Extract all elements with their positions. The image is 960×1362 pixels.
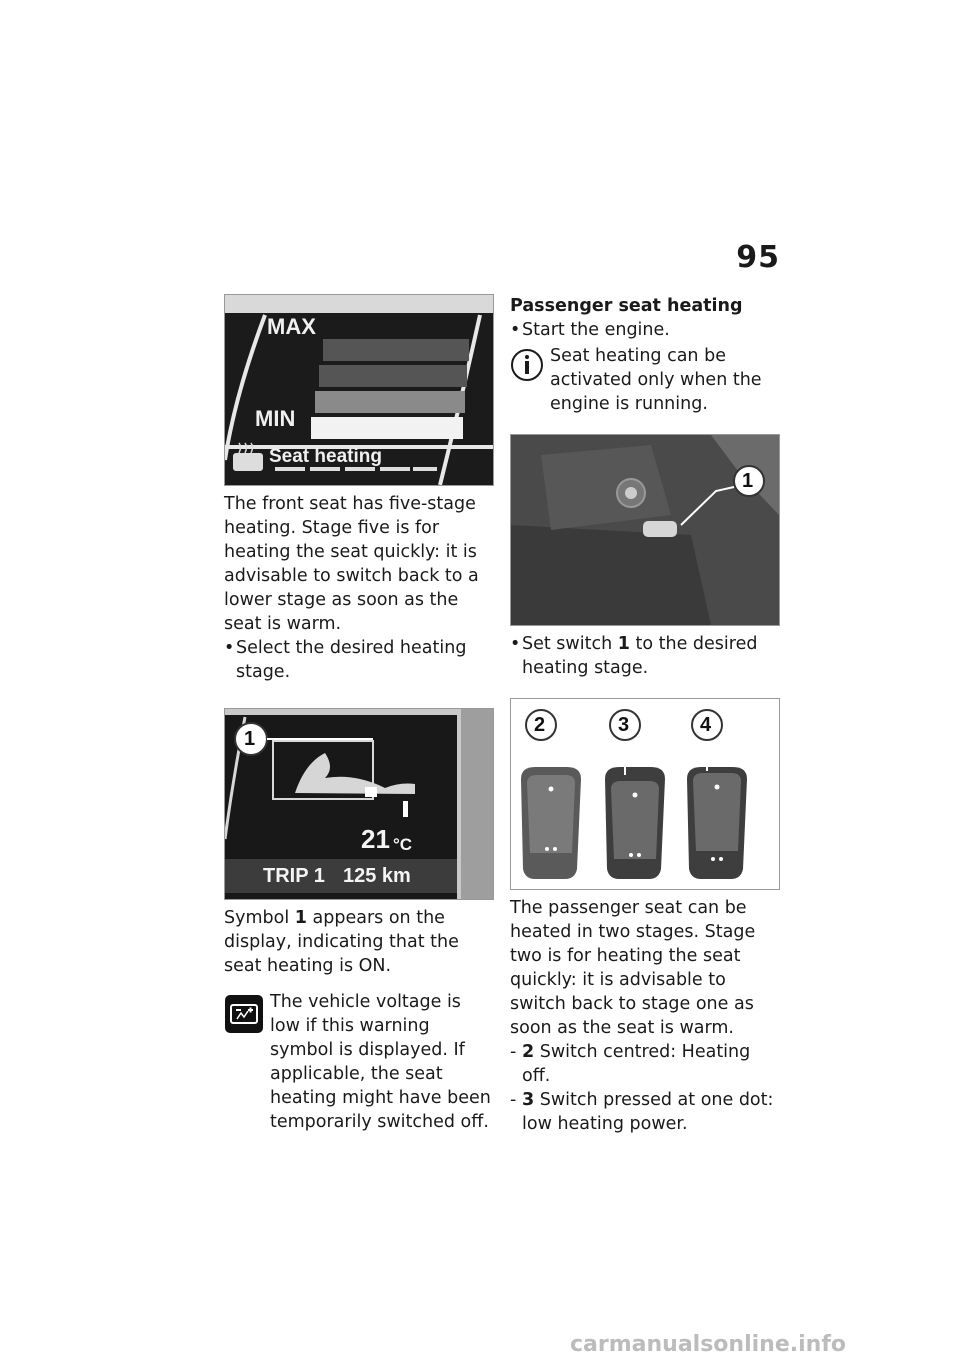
switch-positions-figure xyxy=(510,698,780,890)
right-column xyxy=(510,294,780,1136)
seat-heating-label: Seat heating xyxy=(269,446,382,467)
select-stage-bullet: • Select the desired heating stage. xyxy=(224,638,467,682)
info-note xyxy=(510,344,780,416)
passenger-switch-figure xyxy=(510,434,780,626)
passenger-switch-illustration xyxy=(511,435,779,625)
callout-1: 1 xyxy=(244,728,256,750)
switch-one-dot-item: - 3 Switch pressed at one dot: low heating power. xyxy=(510,1090,774,1134)
front-seat-paragraph: The front seat has five-stage heating. Stage five is for heating the seat quickly: it is advisable to switch back to a lower stage as soon as the seat is warm. xyxy=(224,494,479,634)
temperature-unit: °C xyxy=(393,835,413,854)
voltage-warning-note xyxy=(224,990,494,1134)
symbol-paragraph: Symbol 1 appears on the display, indicating that the seat heating is ON. xyxy=(224,908,459,976)
watermark: carmanualsonline.info xyxy=(570,1332,846,1357)
trip-distance: 125 km xyxy=(343,865,411,887)
voltage-warning-text: The vehicle voltage is low if this warning symbol is displayed. If applicable, the seat heating might have been temporarily switched off. xyxy=(270,992,491,1132)
switch-positions-illustration xyxy=(511,699,779,889)
info-text: Seat heating can be activated only when the engine is running. xyxy=(550,346,762,414)
temperature-value: 21 xyxy=(361,824,390,854)
switch-centred-item: - 2 Switch centred: Heating off. xyxy=(510,1042,751,1086)
battery-warning-icon xyxy=(224,994,264,1034)
callout-1-passenger: 1 xyxy=(742,470,754,492)
passenger-heading: Passenger seat heating xyxy=(510,296,743,316)
trip-label: TRIP 1 xyxy=(263,865,325,887)
left-column xyxy=(224,294,494,1134)
callout-4: 4 xyxy=(700,714,712,736)
info-icon xyxy=(510,348,544,382)
min-label: MIN xyxy=(255,406,296,431)
callout-3: 3 xyxy=(618,714,630,736)
max-label: MAX xyxy=(267,314,316,339)
page-number: 95 xyxy=(736,240,780,275)
seat-heating-display-figure xyxy=(224,294,494,486)
set-switch-bullet: • Set switch 1 to the desired heating stage. xyxy=(510,634,758,678)
callout-2: 2 xyxy=(534,714,546,736)
passenger-paragraph: The passenger seat can be heated in two stages. Stage two is for heating the seat quickly: it is advisable to switch back to stage one as soon as the seat is warm. xyxy=(510,898,756,1038)
display-symbol-figure xyxy=(224,708,494,900)
start-engine-bullet: • Start the engine. xyxy=(510,320,670,340)
